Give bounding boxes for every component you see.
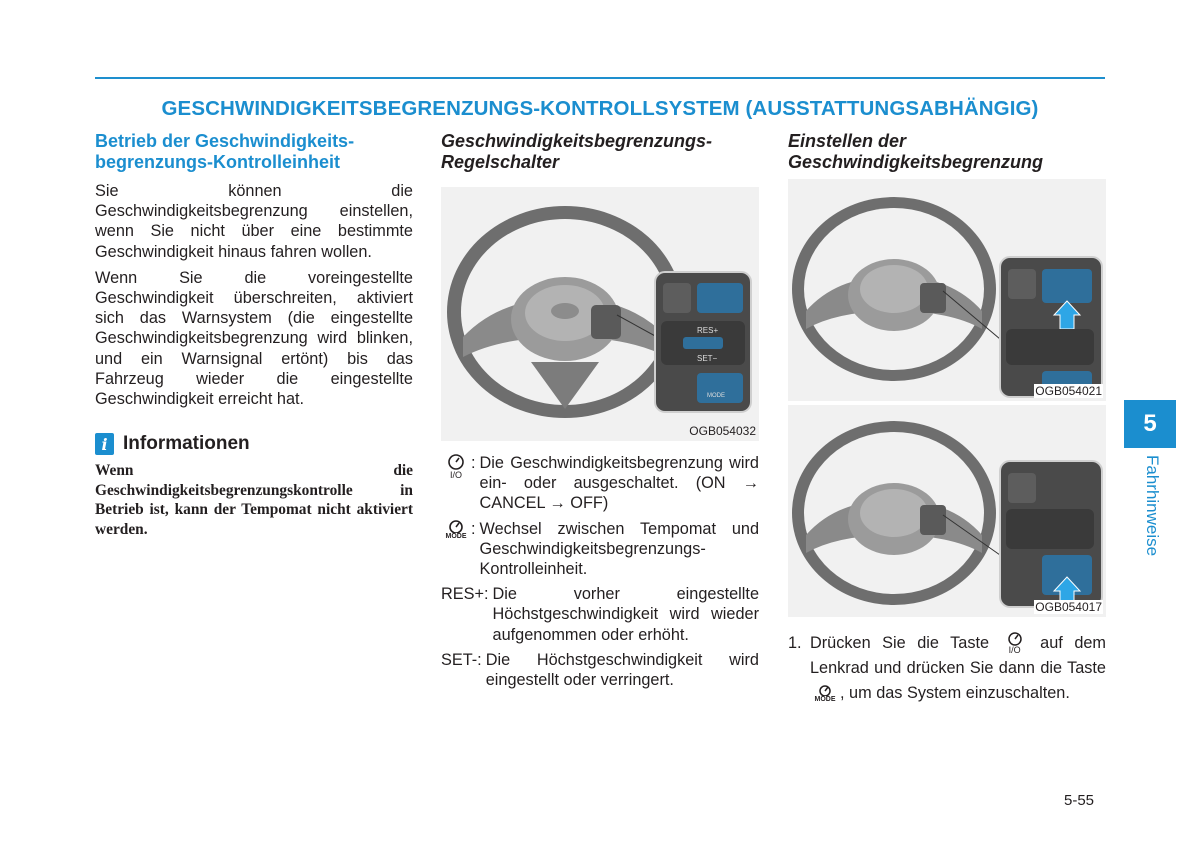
figure-code-1: OGB054021 [1035,384,1102,398]
section-heading-switch: Geschwindigkeitsbegrenzungs-Regelschalter [441,131,713,172]
speed-limit-io-icon: I/O [441,453,471,480]
column-intro [95,131,413,539]
mode-switch-label: MODE [707,393,725,399]
definition-text: Die vorher eingestellte Höchstgeschwindigkeit wird wieder aufgenommen oder erhöht. [492,585,759,644]
definition-text: Wechsel zwischen Tempomat und Geschwindigkeitsbegrenzungs-Kontrolleinheit. [479,519,759,579]
res-switch-label: RES+ [697,326,719,335]
step-1 [788,631,1106,706]
column-switch [441,131,759,695]
chapter-label: Fahrhinweise [1143,455,1162,557]
steering-wheel-image [788,179,1106,401]
definition-item [441,650,759,690]
paragraph-warning: Wenn Sie die voreingestellte Geschwindigkeit überschreiten, aktiviert sich das Warnsystem (die eingestellte Geschwindigkeitsbegrenzung wird blinken, und ein Warnsignal ertönt) bis das Fahrzeug wieder die eingestellte Geschwindigkeit erreicht hat. [95,268,413,409]
set-switch-label: SET− [697,354,718,363]
figure-code: OGB054032 [689,424,756,438]
definition-item: MODE : Wechsel zwischen Tempomat und Geschwindigkeitsbegrenzungs-Kontrolleinheit. [441,519,759,580]
speed-limit-mode-icon: MODE [441,519,471,541]
info-header [95,433,413,455]
chapter-tab: 5 [1124,400,1176,448]
definition-item [441,584,759,645]
speed-limit-io-icon: I/O [1001,632,1029,655]
step-number: 1. [788,634,802,652]
steering-wheel-image [441,187,759,441]
paragraph-intro: Sie können die Geschwindigkeitsbegrenzung einstellen, wenn Sie nicht über eine bestimmte Geschwindigkeit hinaus fahren wollen. [95,182,413,261]
speed-limit-mode-icon: MODE [810,684,840,704]
steering-wheel-image [788,405,1106,617]
info-title: Informationen [123,433,250,455]
definition-key: RES+: [441,585,489,604]
step-text: Drücken Sie die Taste I/O auf dem Lenkrad und drücken Sie dann die Taste MODE , um das System einzuschalten. [810,634,1106,703]
page-number: 5-55 [1064,792,1095,809]
header-rule [95,77,1105,79]
steering-wheel-figure-2 [788,405,1106,617]
info-text: Wenn die Geschwindigkeitsbegrenzungskontrolle in Betrieb ist, kann der Tempomat nicht aktiviert werden. [95,462,413,538]
figure-code-2: OGB054017 [1035,600,1102,614]
column-setting [788,131,1106,706]
definition-text: Die Höchstgeschwindigkeit wird eingestellt oder verringert. [485,650,759,690]
section-heading-operation: Betrieb der Geschwindigkeits-begrenzungs-Kontrolleinheit [95,131,355,172]
switch-definitions [441,453,759,690]
page-title: GESCHWINDIGKEITSBEGRENZUNGS-KONTROLLSYSTEM (AUSSTATTUNGSABHÄNGIG) [161,97,1039,120]
steering-wheel-figure [441,187,759,441]
info-icon: i [95,433,114,455]
section-heading-setting: Einstellen der Geschwindigkeitsbegrenzung [788,131,1044,172]
steering-wheel-figure-1 [788,179,1106,401]
definition-item: I/O : Die Geschwindigkeitsbegrenzung wird ein- oder ausgeschaltet. (ON → CANCEL → OFF) [441,453,759,514]
definition-text: Die Geschwindigkeitsbegrenzung wird ein- oder ausgeschaltet. (ON → CANCEL → OFF) [479,454,759,513]
definition-key: SET-: [441,650,482,669]
